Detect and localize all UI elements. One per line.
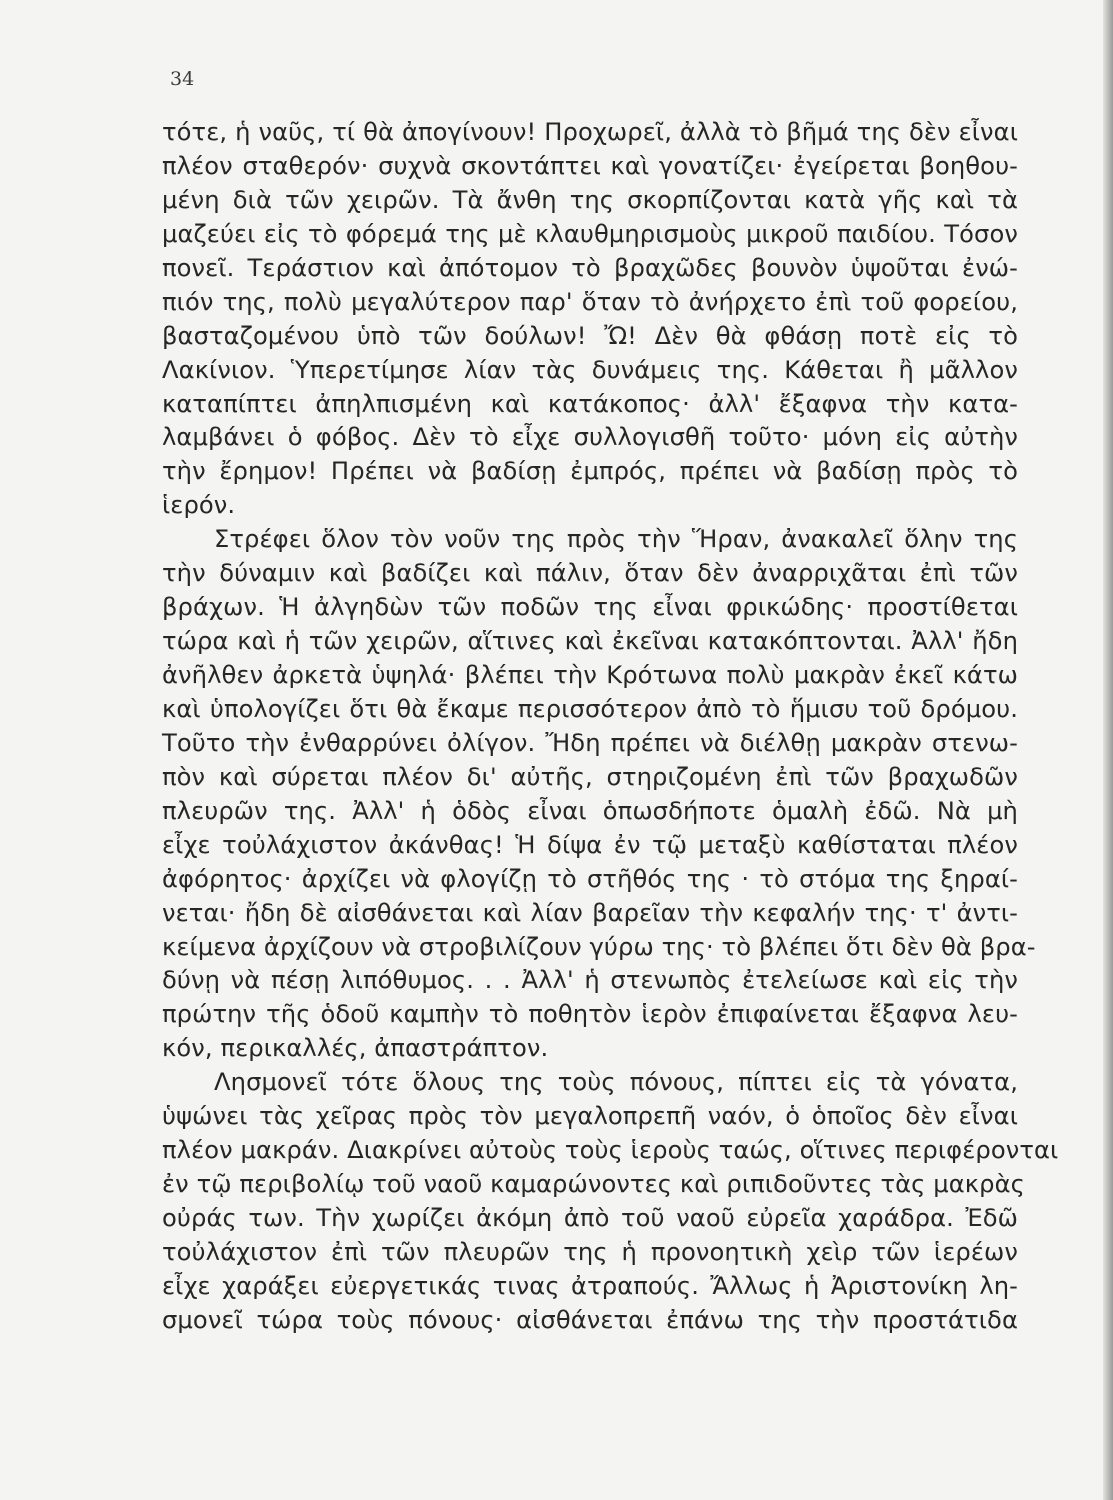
page-edge-shadow (1103, 0, 1113, 1500)
text-line: πλέον σταθερόν· συχνὰ σκοντάπτει καὶ γονατίζει· ἐγείρεται βοηθου- (162, 151, 1018, 180)
text-line: κόν, περικαλλές, ἀπαστράπτον. (162, 1034, 549, 1063)
text-line: τώρα καὶ ἡ τῶν χειρῶν, αἵτινες καὶ ἐκεῖναι κατακόπτονται. Ἀλλ' ἤδη (162, 627, 1018, 656)
text-line: μαζεύει εἰς τὸ φόρεμά της μὲ κλαυθμηρισμοὺς μικροῦ παιδίου. Τόσον (162, 219, 1018, 248)
text-line: τοὐλάχιστον ἐπὶ τῶν πλευρῶν της ἡ προνοητικὴ χεὶρ τῶν ἱερέων (162, 1237, 1018, 1266)
text-line: ἀνῆλθεν ἀρκετὰ ὑψηλά· βλέπει τὴν Κρότωνα πολὺ μακρὰν ἐκεῖ κάτω (162, 661, 1018, 689)
text-line: εἶχε τοὐλάχιστον ἀκάνθας! Ἡ δίψα ἐν τῷ μεταξὺ καθίσταται πλέον (162, 830, 1018, 859)
text-line: λαμβάνει ὁ φόβος. Δὲν τὸ εἶχε συλλογισθῆ τοῦτο· μόνη εἰς αὐτὴν (162, 423, 1018, 452)
text-line: εἶχε χαράξει εὐεργετικάς τινας ἀτραπούς. Ἄλλως ἡ Ἀριστονίκη λη- (162, 1271, 1018, 1300)
text-line: βασταζομένου ὑπὸ τῶν δούλων! Ὤ! Δὲν θὰ φθάσῃ ποτὲ εἰς τὸ (162, 321, 1018, 350)
text-line: κείμενα ἀρχίζουν νὰ στροβιλίζουν γύρω της· τὸ βλέπει ὅτι δὲν θὰ βρα- (162, 932, 1036, 961)
text-line: νεται· ἤδη δὲ αἰσθάνεται καὶ λίαν βαρεῖαν τὴν κεφαλήν της· τ' ἀντι- (162, 898, 1018, 927)
paragraph (162, 1066, 1059, 1338)
text-line: πονεῖ. Τεράστιον καὶ ἀπότομον τὸ βραχῶδες βουνὸν ὑψοῦται ἐνώ- (162, 253, 1018, 282)
paragraph (162, 116, 1018, 523)
text-line: πιόν της, πολὺ μεγαλύτερον παρ' ὅταν τὸ ἀνήρχετο ἐπὶ τοῦ φορείου, (162, 287, 1018, 316)
text-line: τὴν ἔρημον! Πρέπει νὰ βαδίσῃ ἐμπρός, πρέπει νὰ βαδίσῃ πρὸς τὸ (162, 457, 1018, 486)
text-line: πὸν καὶ σύρεται πλέον δι' αὐτῆς, στηριζομένη ἐπὶ τῶν βραχωδῶν (162, 762, 1018, 791)
text-line: Λησμονεῖ τότε ὅλους της τοὺς πόνους, πίπτει εἰς τὰ γόνατα, (214, 1068, 1018, 1097)
text-line: ἱερόν. (162, 491, 236, 520)
text-line: ὑψώνει τὰς χεῖρας πρὸς τὸν μεγαλοπρεπῆ ναόν, ὁ ὁποῖος δὲν εἶναι (162, 1102, 1018, 1131)
text-line: δύνῃ νὰ πέσῃ λιπόθυμος. . . Ἀλλ' ἡ στενωπὸς ἐτελείωσε καὶ εἰς τὴν (162, 966, 1018, 995)
text-line: Λακίνιον. Ὑπερετίμησε λίαν τὰς δυνάμεις της. Κάθεται ἢ μᾶλλον (162, 355, 1018, 384)
text-line: πλευρῶν της. Ἀλλ' ἡ ὁδὸς εἶναι ὁπωσδήποτε ὁμαλὴ ἐδῶ. Νὰ μὴ (162, 796, 1018, 825)
text-line: τὴν δύναμιν καὶ βαδίζει καὶ πάλιν, ὅταν δὲν ἀναρριχᾶται ἐπὶ τῶν (162, 559, 1018, 588)
text-line: τότε, ἡ ναῦς, τί θὰ ἀπογίνουν! Προχωρεῖ, ἀλλὰ τὸ βῆμά της δὲν εἶναι (162, 118, 1018, 146)
text-line: Στρέφει ὅλον τὸν νοῦν της πρὸς τὴν Ἥραν, ἀνακαλεῖ ὅλην της (214, 525, 1018, 554)
text-line: πλέον μακράν. Διακρίνει αὐτοὺς τοὺς ἱεροὺς ταώς, οἵτινες περιφέρονται (162, 1136, 1059, 1165)
text-line: οὐράς των. Τὴν χωρίζει ἀκόμη ἀπὸ τοῦ ναοῦ εὐρεῖα χαράδρα. Ἐδῶ (162, 1204, 1018, 1232)
text-line: βράχων. Ἡ ἀλγηδὼν τῶν ποδῶν της εἶναι φρικώδης· προστίθεται (162, 593, 1018, 622)
text-line: ἀφόρητος· ἀρχίζει νὰ φλογίζῃ τὸ στῆθός της · τὸ στόμα της ξηραί- (162, 864, 1018, 893)
paragraph (162, 523, 1036, 1066)
text-line: ἐν τῷ περιβολίῳ τοῦ ναοῦ καμαρώνοντες καὶ ριπιδοῦντες τὰς μακρὰς (162, 1170, 1025, 1199)
body-text (162, 116, 1059, 1338)
text-line: σμονεῖ τώρα τοὺς πόνους· αἰσθάνεται ἐπάνω της τὴν προστάτιδα (162, 1305, 1018, 1334)
text-line: καταπίπτει ἀπηλπισμένη καὶ κατάκοπος· ἀλλ' ἔξαφνα τὴν κατα- (162, 389, 1018, 418)
text-line: καὶ ὑπολογίζει ὅτι θὰ ἔκαμε περισσότερον ἀπὸ τὸ ἥμισυ τοῦ δρόμου. (162, 694, 1018, 723)
text-line: Τοῦτο τὴν ἐνθαρρύνει ὀλίγον. Ἤδη πρέπει νὰ διέλθῃ μακρὰν στενω- (162, 728, 1018, 757)
page-number: 34 (170, 68, 195, 90)
text-line: πρώτην τῆς ὁδοῦ καμπὴν τὸ ποθητὸν ἱερὸν ἐπιφαίνεται ἔξαφνα λευ- (162, 1000, 1018, 1029)
text-line: μένη διὰ τῶν χειρῶν. Τὰ ἄνθη της σκορπίζονται κατὰ γῆς καὶ τὰ (162, 185, 1018, 214)
